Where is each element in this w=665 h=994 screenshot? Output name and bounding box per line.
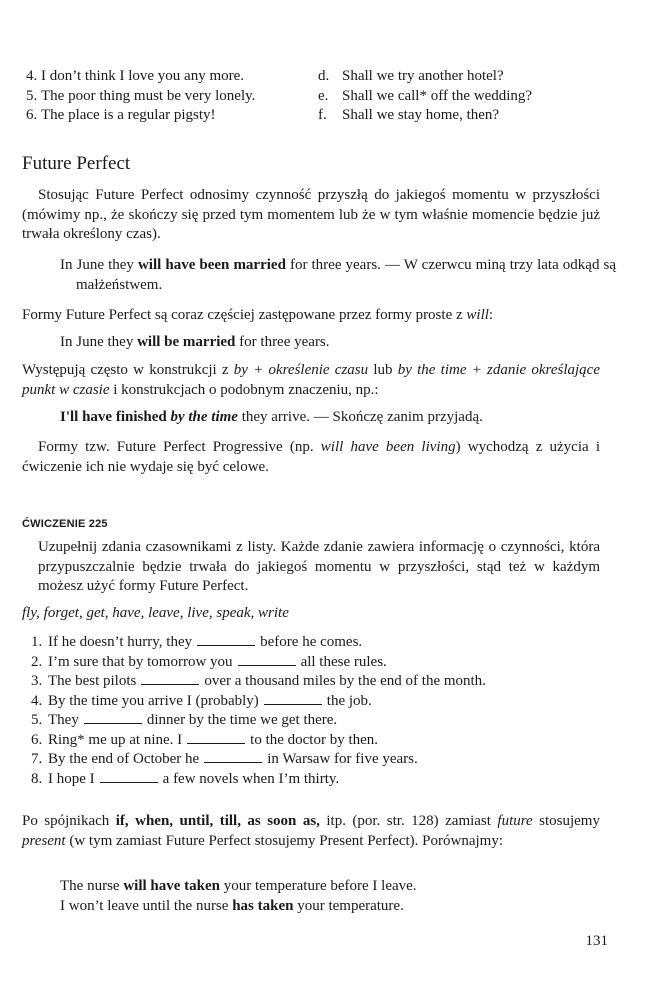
list-item: 6. Ring* me up at nine. I to the doctor by then. xyxy=(31,731,379,748)
list-item: 4. By the time you arrive I (probably) the job. xyxy=(31,692,372,709)
emphasis: has taken xyxy=(232,898,294,914)
answer-blank[interactable] xyxy=(84,711,142,724)
item-text: Shall we stay home, then? xyxy=(342,107,500,123)
answer-blank[interactable] xyxy=(197,633,255,646)
example-sentence: In June they will have been married for three years. — W czerwcu miną trzy lata odkąd są małżeństwem. xyxy=(60,257,616,293)
intro-paragraph: Stosując Future Perfect odnosimy czynność przyszłą do jakiegoś momentu w przyszłości (mówimy np., że skończy się przed tym momentem lub że w tym właśnie momencie będzie już trwała określony czas). xyxy=(22,187,600,242)
conjunction-paragraph: Po spójnikach if, when, until, till, as soon as, itp. (por. str. 128) zamiast future stosujemy present (w tym zamiast Future Perfect stosujemy Present Perfect). Porównajmy: xyxy=(22,813,600,849)
item-text: Shall we try another hotel? xyxy=(342,68,504,84)
item-text: The place is a regular pigsty! xyxy=(41,107,216,123)
item-text: I don’t think I love you any more. xyxy=(41,68,245,84)
emphasis: will be married xyxy=(137,334,236,350)
item-number: 6. xyxy=(26,107,38,123)
progressive-paragraph: Formy tzw. Future Perfect Progressive (np. will have been living) wychodzą z użycia i ćwiczenie ich nie wydaje się być celowe. xyxy=(22,439,600,475)
emphasis: will have been married xyxy=(137,257,286,273)
exercise-instruction: Uzupełnij zdania czasownikami z listy. Każde zdanie zawiera informację o czynności, która przypuszczalnie będzie trwała do jakiegoś momentu w przyszłości, stąd też w każdym możesz użyć formy Future Perfect. xyxy=(38,539,600,594)
item-text: The poor thing must be very lonely. xyxy=(41,87,256,104)
list-item: 3. The best pilots over a thousand miles by the end of the month. xyxy=(31,673,486,689)
list-item: 7. By the end of October he in Warsaw for five years. xyxy=(31,751,418,767)
page-number: 131 xyxy=(585,933,608,949)
exercise-pairs-continued xyxy=(26,67,646,126)
exercise-items xyxy=(31,633,601,789)
emphasis: I'll have finished xyxy=(60,409,167,425)
pair-row xyxy=(26,67,646,87)
pair-row xyxy=(26,87,646,107)
exercise-label: ĆWICZENIE 225 xyxy=(22,518,108,530)
answer-blank[interactable] xyxy=(238,653,296,666)
item-letter: e. xyxy=(318,87,329,104)
answer-blank[interactable] xyxy=(187,731,245,744)
item-letter: d. xyxy=(318,68,330,84)
answer-blank[interactable] xyxy=(141,672,199,685)
list-item: 5. They dinner by the time we get there. xyxy=(31,712,338,728)
answer-blank[interactable] xyxy=(264,692,322,705)
item-letter: f. xyxy=(318,107,327,123)
example-sentence: I won’t leave until the nurse has taken your temperature. xyxy=(60,898,404,914)
section-title: Future Perfect xyxy=(22,153,131,174)
pair-row xyxy=(26,106,646,126)
example-sentence: I'll have finished by the time they arrive. — Skończę zanim przyjadą. xyxy=(60,409,483,425)
answer-blank[interactable] xyxy=(204,750,262,763)
verb-list: fly, forget, get, have, leave, live, speak, write xyxy=(22,605,289,621)
emphasis: by the time xyxy=(170,409,238,425)
example-sentence: The nurse will have taken your temperature before I leave. xyxy=(60,878,417,894)
item-number: 5. xyxy=(26,87,38,104)
list-item: 1. If he doesn’t hurry, they before he comes. xyxy=(31,634,363,650)
construction-paragraph: Występują często w konstrukcji z by + określenie czasu lub by the time + zdanie określające punkt w czasie i konstrukcjach o podobnym znaczeniu, np.: xyxy=(22,362,600,398)
item-text: Shall we call* off the wedding? xyxy=(342,87,533,104)
note-paragraph: Formy Future Perfect są coraz częściej zastępowane przez formy proste z will: xyxy=(22,307,494,323)
list-item: 2. I’m sure that by tomorrow you all these rules. xyxy=(31,653,387,670)
emphasis: will have taken xyxy=(123,878,220,894)
answer-blank[interactable] xyxy=(100,770,158,783)
list-item: 8. I hope I a few novels when I’m thirty. xyxy=(31,770,340,787)
example-sentence: In June they will be married for three years. xyxy=(60,334,330,350)
item-number: 4. xyxy=(26,68,38,84)
